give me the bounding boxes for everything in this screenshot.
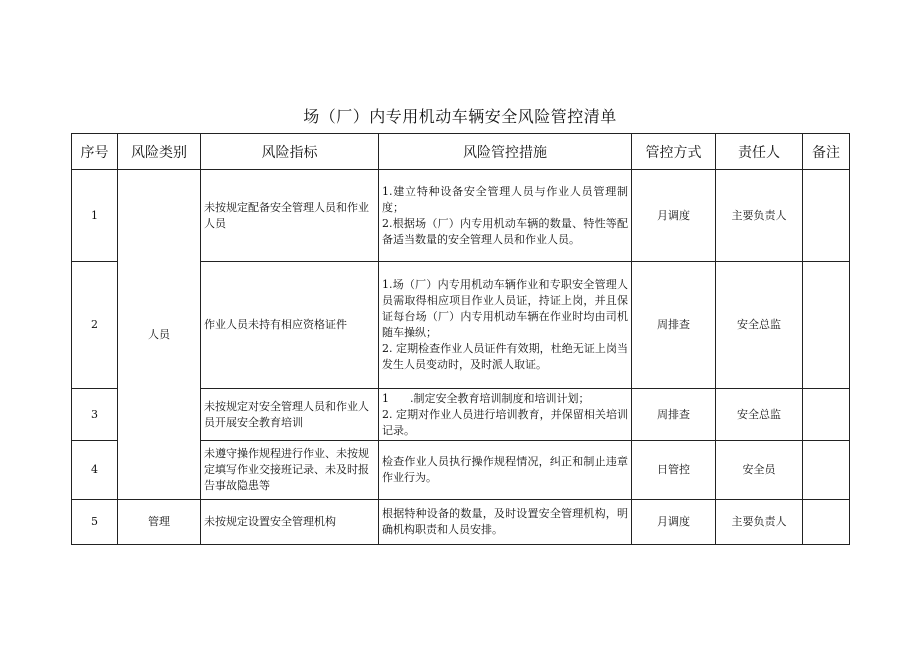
row-remark xyxy=(803,262,850,389)
measure-line: 1.建立特种设备安全管理人员与作业人员管理制度； xyxy=(382,184,628,214)
row-owner: 主要负责人 xyxy=(716,170,803,262)
row-remark xyxy=(803,389,850,441)
measure-line: 1 .制定安全教育培训制度和培训计划； xyxy=(382,391,590,405)
row-owner: 安全总监 xyxy=(716,262,803,389)
row-method: 月调度 xyxy=(632,170,716,262)
row-method: 周排查 xyxy=(632,262,716,389)
row-seq: 5 xyxy=(72,500,118,545)
table-row xyxy=(72,500,850,545)
row-owner: 安全员 xyxy=(716,441,803,500)
row-category: 人员 xyxy=(118,170,201,500)
row-category: 管理 xyxy=(118,500,201,545)
row-measures xyxy=(379,262,632,389)
header-category: 风险类别 xyxy=(118,134,201,170)
measure-line: 2. 定期检查作业人员证件有效期，杜绝无证上岗当发生人员变动时，及时派人取证。 xyxy=(382,342,628,371)
row-remark xyxy=(803,441,850,500)
row-indicator: 未遵守操作规程进行作业、未按规定填写作业交接班记录、未及时报告事故隐患等 xyxy=(201,441,379,500)
row-seq: 2 xyxy=(72,262,118,389)
header-owner: 责任人 xyxy=(716,134,803,170)
header-method: 管控方式 xyxy=(632,134,716,170)
row-owner: 主要负责人 xyxy=(716,500,803,545)
document-title: 场（厂）内专用机动车辆安全风险管控清单 xyxy=(303,107,617,126)
measure-line: 根据特种设备的数量，及时设置安全管理机构，明确机构职责和人员安排。 xyxy=(382,507,628,536)
table-row xyxy=(72,170,850,262)
row-method: 月调度 xyxy=(632,500,716,545)
header-seq: 序号 xyxy=(72,134,118,170)
measure-line: 2. 定期对作业人员进行培训教育，并保留相关培训记录。 xyxy=(382,407,628,437)
row-method: 周排查 xyxy=(632,389,716,441)
row-measures xyxy=(379,441,632,500)
row-indicator: 未按规定设置安全管理机构 xyxy=(201,500,379,545)
measure-line: 1.场（厂）内专用机动车辆作业和专职安全管理人员需取得相应项目作业人员证，持证上岗，并且保证每台场（厂）内专用机动车辆在作业时均由司机随车操纵； xyxy=(382,278,628,339)
row-remark xyxy=(803,170,850,262)
row-measures xyxy=(379,170,632,262)
row-indicator: 未按规定对安全管理人员和作业人员开展安全教育培训 xyxy=(201,389,379,441)
measure-line: 检查作业人员执行操作规程情况，纠正和制止违章作业行为。 xyxy=(382,455,628,484)
row-seq: 1 xyxy=(72,170,118,262)
header-indicator: 风险指标 xyxy=(201,134,379,170)
row-measures xyxy=(379,500,632,545)
row-measures xyxy=(379,389,632,441)
row-seq: 4 xyxy=(72,441,118,500)
row-owner: 安全总监 xyxy=(716,389,803,441)
header-remark: 备注 xyxy=(803,134,850,170)
header-measures: 风险管控措施 xyxy=(379,134,632,170)
table-header-row xyxy=(72,134,850,170)
row-seq: 3 xyxy=(72,389,118,441)
row-indicator: 未按规定配备安全管理人员和作业人员 xyxy=(201,170,379,262)
row-remark xyxy=(803,500,850,545)
risk-control-table xyxy=(71,133,850,545)
row-indicator: 作业人员未持有相应资格证件 xyxy=(201,262,379,389)
measure-line: 2.根据场（厂）内专用机动车辆的数量、特性等配备适当数量的安全管理人员和作业人员。 xyxy=(382,216,628,246)
row-method: 日管控 xyxy=(632,441,716,500)
